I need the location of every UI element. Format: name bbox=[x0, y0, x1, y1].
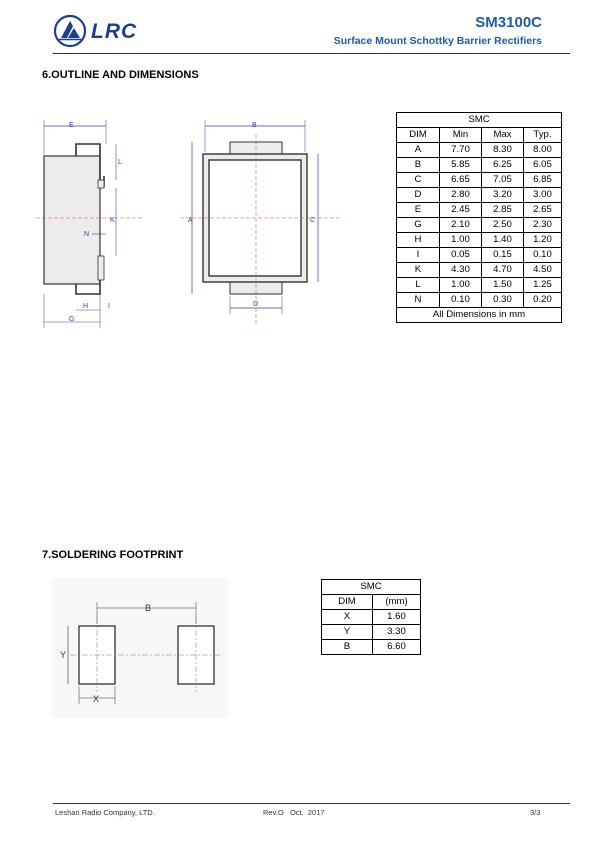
col-dim: DIM bbox=[397, 128, 440, 143]
dim-label-b: B bbox=[252, 122, 257, 129]
table-cell: 0.20 bbox=[524, 293, 562, 308]
side-view-drawing bbox=[36, 114, 142, 334]
dim-label-i: I bbox=[108, 303, 110, 310]
col-typ: Typ. bbox=[524, 128, 562, 143]
outline-dimensions-table bbox=[396, 112, 562, 323]
table-row bbox=[397, 218, 562, 233]
table-cell: 7.05 bbox=[482, 173, 524, 188]
header bbox=[0, 0, 595, 60]
table-row bbox=[322, 640, 421, 655]
dim-label-l: L bbox=[118, 159, 122, 166]
footprint-table bbox=[321, 579, 421, 655]
table-cell: 2.45 bbox=[440, 203, 482, 218]
table-cell: 3.30 bbox=[373, 625, 421, 640]
fp-label-x: X bbox=[93, 694, 100, 704]
table-cell: G bbox=[397, 218, 440, 233]
table-cell: 0.15 bbox=[482, 248, 524, 263]
table-cell: A bbox=[397, 143, 440, 158]
table-cell: 1.25 bbox=[524, 278, 562, 293]
table-cell: 7.70 bbox=[440, 143, 482, 158]
table-cell: 6.05 bbox=[524, 158, 562, 173]
dim-label-g: G bbox=[69, 316, 75, 323]
section-title-outline: 6.OUTLINE AND DIMENSIONS bbox=[42, 69, 199, 81]
fp-label-b: B bbox=[145, 603, 152, 613]
table-cell: H bbox=[397, 233, 440, 248]
footer-page: 3/3 bbox=[530, 808, 541, 817]
table-cell: 4.70 bbox=[482, 263, 524, 278]
table-cell: B bbox=[322, 640, 373, 655]
table-row bbox=[397, 293, 562, 308]
table-row bbox=[397, 143, 562, 158]
table-cell: 0.10 bbox=[440, 293, 482, 308]
dim-label-c: C bbox=[310, 217, 316, 224]
table-cell: D bbox=[397, 188, 440, 203]
table-cell: 8.00 bbox=[524, 143, 562, 158]
header-rule bbox=[53, 53, 570, 54]
dim-label-k: K bbox=[110, 217, 115, 224]
table-footnote: All Dimensions in mm bbox=[397, 308, 562, 323]
table-cell: 6.25 bbox=[482, 158, 524, 173]
dim-label-h: H bbox=[83, 303, 89, 310]
part-number: SM3100C bbox=[475, 14, 542, 31]
table-cell: 4.50 bbox=[524, 263, 562, 278]
table-cell: I bbox=[397, 248, 440, 263]
table-cell: 3.20 bbox=[482, 188, 524, 203]
fp-col-dim: DIM bbox=[322, 595, 373, 610]
table-row bbox=[322, 610, 421, 625]
top-view-drawing bbox=[180, 114, 340, 336]
table-footnote-row bbox=[397, 308, 562, 323]
footer-revision: Rev.O Oct. 2017 bbox=[263, 808, 325, 817]
table-cell: 2.65 bbox=[524, 203, 562, 218]
table-row bbox=[397, 263, 562, 278]
section-title-footprint: 7.SOLDERING FOOTPRINT bbox=[42, 549, 184, 561]
table-cell: 0.30 bbox=[482, 293, 524, 308]
table-cell: 0.05 bbox=[440, 248, 482, 263]
fp-table-package-header: SMC bbox=[322, 580, 421, 595]
table-cell: 6.65 bbox=[440, 173, 482, 188]
table-cell: 6.85 bbox=[524, 173, 562, 188]
table-cell: 6.60 bbox=[373, 640, 421, 655]
dim-label-a: A bbox=[188, 217, 193, 224]
dim-label-e: E bbox=[69, 122, 74, 129]
col-max: Max bbox=[482, 128, 524, 143]
table-cell: 4.30 bbox=[440, 263, 482, 278]
lrc-logo-icon bbox=[53, 14, 87, 48]
table-cell: 1.40 bbox=[482, 233, 524, 248]
table-cell: N bbox=[397, 293, 440, 308]
table-row bbox=[397, 248, 562, 263]
footer-company: Leshan Radio Company, LTD. bbox=[55, 808, 155, 817]
table-cell: B bbox=[397, 158, 440, 173]
fp-label-y: Y bbox=[60, 650, 67, 660]
table-cell: 2.80 bbox=[440, 188, 482, 203]
table-cell: 2.50 bbox=[482, 218, 524, 233]
table-cell: 5.85 bbox=[440, 158, 482, 173]
col-min: Min bbox=[440, 128, 482, 143]
table-cell: K bbox=[397, 263, 440, 278]
table-row bbox=[397, 278, 562, 293]
dim-label-n: N bbox=[84, 231, 90, 238]
table-cell: C bbox=[397, 173, 440, 188]
table-cell: 0.10 bbox=[524, 248, 562, 263]
fp-col-mm: (mm) bbox=[373, 595, 421, 610]
table-row bbox=[397, 233, 562, 248]
table-cell: 1.00 bbox=[440, 278, 482, 293]
table-cell: 1.00 bbox=[440, 233, 482, 248]
table-column-headers bbox=[397, 128, 562, 143]
table-cell: 3.00 bbox=[524, 188, 562, 203]
dim-label-d: D bbox=[253, 301, 259, 308]
table-row bbox=[397, 173, 562, 188]
table-cell: Y bbox=[322, 625, 373, 640]
table-cell: 1.50 bbox=[482, 278, 524, 293]
table-cell: 1.60 bbox=[373, 610, 421, 625]
header-subtitle: Surface Mount Schottky Barrier Rectifiers bbox=[333, 35, 542, 47]
logo-text: LRC bbox=[91, 20, 138, 43]
footprint-drawing bbox=[52, 578, 228, 718]
fp-table-column-headers bbox=[322, 595, 421, 610]
table-cell: 2.10 bbox=[440, 218, 482, 233]
table-row bbox=[322, 625, 421, 640]
table-row bbox=[397, 158, 562, 173]
table-cell: 1.20 bbox=[524, 233, 562, 248]
table-cell: 2.85 bbox=[482, 203, 524, 218]
table-cell: E bbox=[397, 203, 440, 218]
table-row bbox=[397, 203, 562, 218]
table-cell: 8.30 bbox=[482, 143, 524, 158]
table-row bbox=[397, 188, 562, 203]
table-cell: 2.30 bbox=[524, 218, 562, 233]
footer-rule bbox=[53, 803, 570, 804]
table-package-header: SMC bbox=[397, 113, 562, 128]
table-cell: L bbox=[397, 278, 440, 293]
table-cell: X bbox=[322, 610, 373, 625]
